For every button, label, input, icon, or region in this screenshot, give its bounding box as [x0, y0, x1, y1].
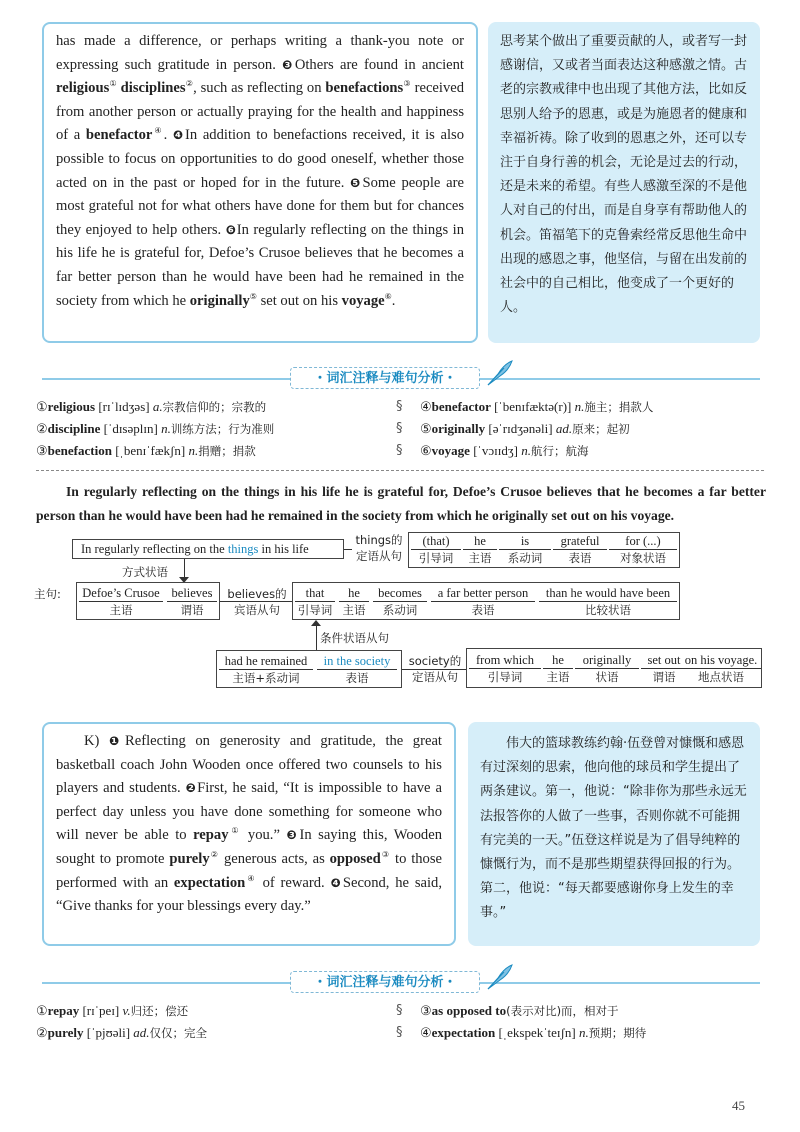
society-clause-label: society的 定语从句 [408, 654, 462, 684]
vocab-banner-1: ・词汇注释与难句分析・ [290, 367, 480, 389]
diagram-condition-clause: had he remained 主语+系动词 in the society 表语 [216, 650, 402, 688]
connector-line [316, 626, 317, 650]
vocab-item: ①religious [rɪˈlɪdʒəs] a.宗教信仰的；宗教的 [36, 399, 267, 414]
diagram-object-clause: that 引导词 he 主语 becomes 系动词 a far better person 表语 than he would have been 比较状语 [292, 582, 680, 620]
vocab-item: ③as opposed to(表示对比)而，相对于 [420, 1003, 619, 1018]
manner-adverbial-label: 方式状语 [122, 565, 168, 579]
diagram-adverbial-box: In regularly reflecting on the things in his life [72, 539, 344, 559]
column-separator: § § § [396, 399, 403, 458]
believes-clause-label: believes的 宾语从句 [227, 587, 287, 617]
sentence-diagram [0, 528, 800, 698]
diagram-rel-clause-1: (that) 引导词 he 主语 is 系动词 grateful 表语 for (...) 对象状语 [408, 532, 680, 568]
condition-adverbial-label: 条件状语从句 [320, 631, 389, 645]
vocab-item: ③benefaction [ˌbenɪˈfækʃn] n.捐赠；捐款 [36, 443, 256, 458]
things-clause-label: things的 定语从句 [355, 533, 403, 563]
dashed-divider [36, 470, 764, 471]
main-clause-label: 主句: [34, 587, 61, 601]
vocab-item: ⑤originally [əˈrɪdʒənəli] ad.原来；起初 [420, 421, 630, 436]
page-number: 45 [732, 1098, 745, 1113]
feather-pen-icon [484, 962, 514, 992]
vocab-banner-2: ・词汇注释与难句分析・ [290, 971, 480, 993]
vocab-item: ①repay [rɪˈpeɪ] v.归还；偿还 [36, 1003, 189, 1018]
diagram-rel-clause-2: from which 引导词 he 主语 originally 状语 set out 谓语 on his voyage. 地点状语 [466, 648, 762, 688]
english-passage-1 [42, 22, 478, 343]
arrow-head-up-icon [311, 620, 321, 626]
vocab-item: ⑥voyage [ˈvɔɪɪdʒ] n.航行；航海 [420, 443, 589, 458]
diagram-main-clause: Defoe’s Crusoe 主语 believes 谓语 [76, 582, 220, 620]
feather-pen-icon [484, 358, 514, 388]
vocab-item: ②purely [ˈpjʊəli] ad.仅仅；完全 [36, 1025, 208, 1040]
english-passage-2 [42, 722, 456, 946]
key-sentence: In regularly reflecting on the things in his life he is grateful for, Defoe’s Crusoe believes that he becomes a far better person than he would have been had he remained in the society from which he originally set out on his voyage. [36, 484, 766, 523]
passage-1-text: has made a difference, or perhaps writing a thank-you note or expressing such gratitude in person. ❸Others are found in ancient religious① disciplines②, such as reflecting on benefactions③ received from another person or actually praying for the health and happiness of a benefactor④. ❹In addition to benefactions received, it is also possible to focus on opportunities to do good oneself, whether those acted on in the past or hoped for in the future. ❺Some people are most grateful not for what others have done for them but for chances they enjoyed to help others. ❻In regularly reflecting on the things in his life he is grateful for, Defoe’s Crusoe believes that he becomes a far better person than he would have been had he remained in the society from which he originally⑤ set out on his voyage⑥. [56, 33, 465, 309]
vocab-item: ②discipline [ˈdɪsəplɪn] n.训练方法；行为准则 [36, 421, 275, 436]
passage-2-text: K) ❶Reflecting on generosity and gratitude, the great basketball coach John Wooden once offered two counsels to his players and students. ❷First, he said, “It is impossible to have a perfect day unless you have done something for someone who will never be able to repay① you.” ❸In saying this, Wooden sought to promote purely② generous acts, as opposed③ to those performed with an expectation④ of reward. ❹Second, he said, “Give thanks for your blessings every day.” [56, 733, 443, 915]
chinese-translation-1: 思考某个做出了重要贡献的人，或者写一封感谢信，又或者当面表达这种感激之情。古老的宗教戒律中也出现了其他方法，比如反思别人给予的恩惠，或是为施恩者的健康和幸福祈祷。除了收到的恩惠之外，还可以专注于自身行善的机会，无论是过去的行动，还是未来的希望。有些人感激至深的不是他人对自己的付出，而是自身享有帮助他人的机会。笛福笔下的克鲁索经常反思他生命中出现的感恩之事，他坚信，与留在出发前的社会中的自己相比，他变成了一个更好的人。 [488, 22, 760, 343]
vocab-item: ④benefactor [ˈbenɪfæktə(r)] n.施主；捐款人 [420, 399, 654, 414]
vocab-item: ④expectation [ˌekspekˈteɪʃn] n.预期；期待 [420, 1025, 647, 1040]
column-separator: § § [396, 1003, 403, 1040]
chinese-translation-2: 伟大的篮球教练约翰·伍登曾对慷慨和感恩有过深刻的思索，他向他的球员和学生提出了两条建议。第一，他说：“除非你为那些永远无法报答你的人做了一些事，否则你就不可能拥有完美的一天。”伍登这样说是为了倡导纯粹的慷慨行为，而不是那些期望获得回报的行为。第二，他说：“每天都要感谢你身上发生的幸事。” [468, 722, 760, 946]
